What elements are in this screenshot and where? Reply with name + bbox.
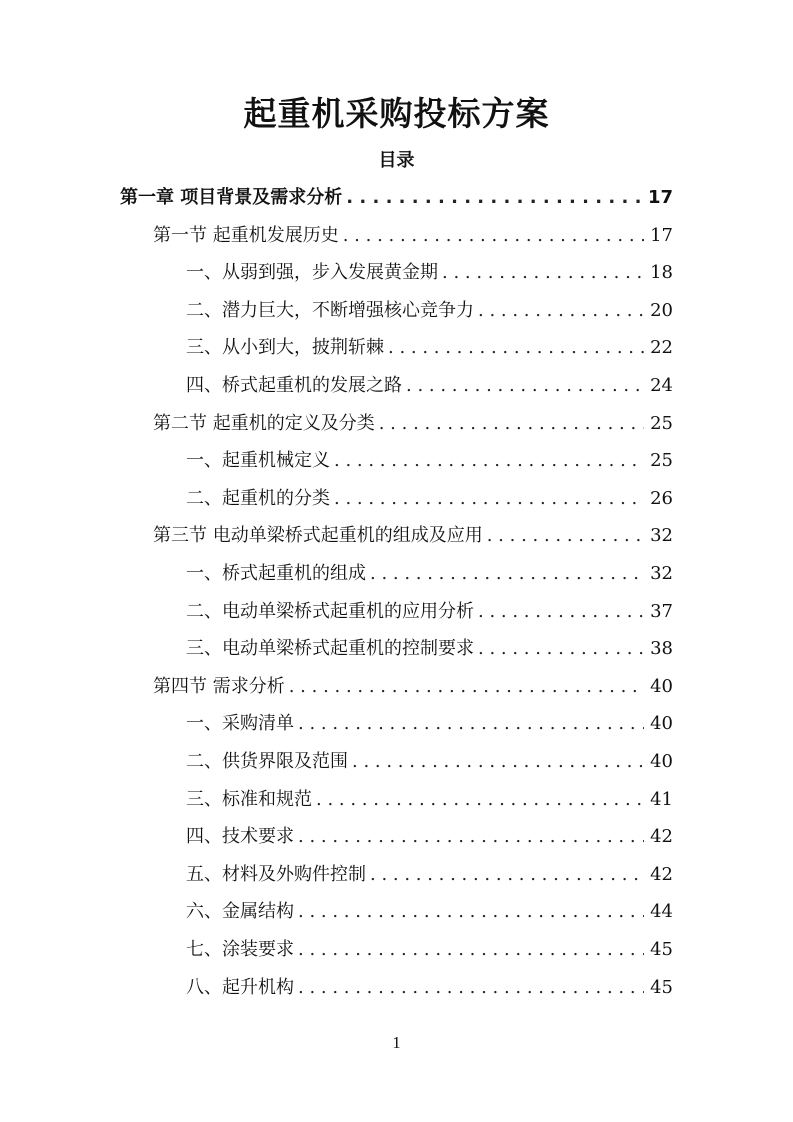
toc-entry[interactable] bbox=[186, 631, 673, 667]
toc-dot-leader bbox=[334, 443, 644, 479]
document-title: 起重机采购投标方案 bbox=[243, 94, 550, 133]
toc-entry[interactable] bbox=[186, 556, 673, 592]
toc-entry[interactable] bbox=[186, 706, 673, 742]
toc-dot-leader bbox=[298, 932, 644, 968]
toc-entry-page: 45 bbox=[650, 939, 673, 960]
toc-dot-leader bbox=[388, 330, 644, 366]
toc-dot-leader bbox=[298, 970, 644, 1006]
toc-entry[interactable] bbox=[186, 819, 673, 855]
toc-entry-page: 26 bbox=[650, 487, 673, 509]
toc-entry-label: 六、金属结构 bbox=[186, 901, 294, 923]
toc-entry[interactable] bbox=[186, 330, 673, 366]
toc-heading: 目录 bbox=[378, 150, 415, 171]
toc-entry-page: 44 bbox=[650, 901, 673, 923]
toc-dot-leader bbox=[316, 782, 644, 818]
toc-dot-leader bbox=[370, 857, 644, 893]
toc-entry-page: 17 bbox=[647, 187, 673, 208]
toc-entry[interactable] bbox=[153, 218, 673, 254]
toc-entry-page: 22 bbox=[650, 337, 673, 359]
toc-entry-page: 25 bbox=[650, 412, 673, 434]
toc-entry-label: 二、起重机的分类 bbox=[186, 487, 330, 509]
toc-entry-label: 三、电动单梁桥式起重机的控制要求 bbox=[186, 638, 474, 660]
toc-entry-page: 24 bbox=[650, 375, 673, 396]
toc-entry-label: 一、起重机械定义 bbox=[186, 450, 330, 472]
toc-dot-leader bbox=[298, 819, 644, 855]
toc-entry-page: 40 bbox=[650, 751, 673, 772]
toc-dot-leader bbox=[343, 218, 644, 254]
toc-entry[interactable] bbox=[186, 293, 673, 329]
toc-entry[interactable] bbox=[153, 669, 673, 705]
toc-entry-label: 第一节 起重机发展历史 bbox=[153, 224, 339, 246]
toc-entry-label: 第二节 起重机的定义及分类 bbox=[153, 412, 375, 434]
toc-entry-page: 32 bbox=[650, 563, 673, 584]
toc-entry[interactable] bbox=[153, 406, 673, 442]
toc-entry-label: 三、标准和规范 bbox=[186, 788, 312, 810]
toc-entry[interactable] bbox=[186, 481, 673, 517]
toc-entry-label: 二、电动单梁桥式起重机的应用分析 bbox=[186, 600, 474, 622]
toc-dot-leader bbox=[406, 368, 644, 404]
toc-dot-leader bbox=[379, 406, 644, 442]
toc-entry[interactable] bbox=[186, 744, 673, 780]
toc-entry-label: 一、采购清单 bbox=[186, 713, 294, 735]
toc-entry-label: 第一章 项目背景及需求分析 bbox=[120, 187, 343, 208]
toc-entry-label: 八、起升机构 bbox=[186, 976, 294, 998]
toc-entry[interactable] bbox=[153, 518, 673, 554]
toc-entry-page: 18 bbox=[650, 262, 673, 284]
toc-dot-leader bbox=[289, 669, 644, 705]
toc-entry-page: 45 bbox=[650, 976, 673, 998]
toc-entry[interactable] bbox=[186, 594, 673, 630]
toc-entry[interactable] bbox=[186, 857, 673, 893]
toc-entry-label: 五、材料及外购件控制 bbox=[186, 863, 366, 885]
toc-entry-label: 二、潜力巨大，不断增强核心竞争力 bbox=[186, 299, 474, 321]
toc-entry-page: 40 bbox=[650, 675, 673, 697]
toc-entry[interactable] bbox=[186, 932, 673, 968]
toc-entry-label: 二、供货界限及范围 bbox=[186, 751, 348, 772]
page-number: 1 bbox=[392, 1033, 401, 1052]
toc-entry[interactable] bbox=[186, 368, 673, 404]
toc-dot-leader bbox=[352, 744, 644, 780]
toc-dot-leader bbox=[298, 706, 644, 742]
toc-entry-page: 38 bbox=[650, 638, 673, 660]
toc-entry-page: 20 bbox=[650, 299, 673, 321]
toc-entry[interactable] bbox=[186, 443, 673, 479]
toc-entry-label: 第三节 电动单梁桥式起重机的组成及应用 bbox=[153, 525, 483, 547]
toc-dot-leader bbox=[478, 631, 644, 667]
toc-entry-page: 42 bbox=[650, 863, 673, 885]
toc-entry-label: 三、从小到大，披荆斩棘 bbox=[186, 337, 384, 359]
toc-entry[interactable] bbox=[186, 782, 673, 818]
toc-entry[interactable] bbox=[186, 894, 673, 930]
toc-entry[interactable] bbox=[186, 255, 673, 291]
toc-dot-leader bbox=[478, 594, 644, 630]
toc-entry-page: 41 bbox=[650, 788, 673, 810]
toc-entry-label: 第四节 需求分析 bbox=[153, 675, 285, 697]
toc-dot-leader bbox=[346, 180, 642, 216]
toc-entry[interactable] bbox=[120, 180, 673, 216]
toc-dot-leader bbox=[487, 518, 644, 554]
toc-entry-label: 七、涂装要求 bbox=[186, 939, 294, 960]
toc-entry-page: 25 bbox=[650, 450, 673, 472]
toc-dot-leader bbox=[478, 293, 644, 329]
toc-entry-page: 37 bbox=[650, 600, 673, 622]
toc-dot-leader bbox=[334, 481, 644, 517]
toc-entry-label: 四、技术要求 bbox=[186, 826, 294, 848]
toc-dot-leader bbox=[298, 894, 644, 930]
toc-dot-leader bbox=[442, 255, 644, 291]
toc-entry-page: 40 bbox=[650, 713, 673, 735]
toc-entry-page: 17 bbox=[650, 224, 673, 246]
toc-dot-leader bbox=[370, 556, 644, 592]
toc-entry[interactable] bbox=[186, 970, 673, 1006]
toc-entry-label: 四、桥式起重机的发展之路 bbox=[186, 375, 402, 396]
toc-entry-page: 42 bbox=[650, 826, 673, 848]
toc-entry-page: 32 bbox=[650, 525, 673, 547]
toc-entry-label: 一、从弱到强，步入发展黄金期 bbox=[186, 262, 438, 284]
toc-entry-label: 一、桥式起重机的组成 bbox=[186, 563, 366, 584]
